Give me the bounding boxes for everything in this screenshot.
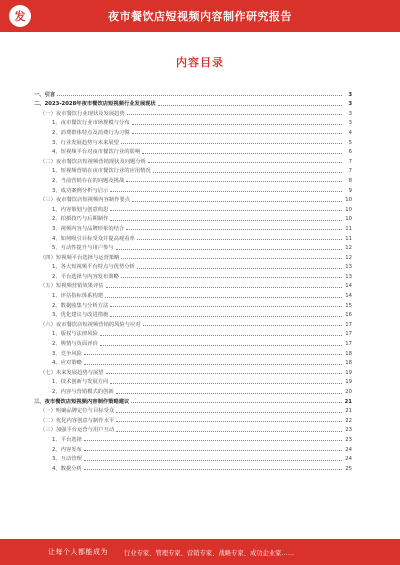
toc-entry[interactable] (34, 328, 352, 338)
toc-entry-label: 1、夜市餐饮行业市场规模与分布 (52, 120, 130, 127)
toc-entry-page: 21 (345, 408, 352, 415)
toc-leader-dots (137, 239, 342, 240)
toc-heading: 内容目录 (176, 56, 224, 69)
toc-entry-page: 16 (345, 312, 352, 319)
toc-leader-dots (106, 287, 342, 288)
toc-entry-page: 23 (345, 427, 352, 434)
toc-entry-label: 4、短视频平台对夜市餐饮行业的影响 (52, 149, 141, 156)
toc-leader-dots (105, 297, 342, 298)
toc-entry[interactable] (34, 165, 352, 175)
toc-entry-page: 23 (345, 436, 352, 443)
toc-entry-page: 24 (345, 446, 352, 453)
toc-entry[interactable] (34, 347, 352, 357)
toc-leader-dots (158, 105, 342, 106)
toc-entry-label: 3、行业发展趋势与未来展望 (52, 139, 119, 146)
toc-entry-page: 7 (348, 168, 352, 175)
toc-entry-label: 三、夜市餐饮店短视频内容制作策略建议 (34, 398, 130, 405)
toc-entry[interactable] (34, 385, 352, 395)
toc-leader-dots (132, 124, 342, 125)
toc-entry-label: （一）夜市餐饮行业现状及发展趋势 (40, 110, 125, 117)
toc-entry[interactable] (34, 107, 352, 117)
toc-leader-dots (110, 220, 342, 221)
toc-entry[interactable] (34, 405, 352, 415)
toc-entry-page: 12 (345, 254, 352, 261)
toc-entry-label: 1、各大短视频平台特点与优势分析 (52, 264, 135, 271)
toc-entry[interactable] (34, 453, 352, 463)
toc-entry-page: 17 (345, 331, 352, 338)
toc-entry-page: 19 (345, 369, 352, 376)
toc-entry-label: 5、互动性提升与用户参与 (52, 245, 114, 252)
toc-entry-label: 一、引言 (34, 91, 56, 98)
report-title: 夜市餐饮店短视频内容制作研究报告 (108, 10, 292, 23)
toc-leader-dots (121, 143, 342, 144)
toc-entry[interactable] (34, 270, 352, 280)
toc-entry-page: 5 (348, 139, 352, 146)
toc-entry[interactable] (34, 395, 352, 405)
toc-entry-label: 1、平台选择 (52, 436, 82, 443)
toc-entry-page: 24 (345, 456, 352, 463)
toc-leader-dots (116, 421, 342, 422)
toc-entry[interactable] (34, 280, 352, 290)
toc-entry[interactable] (34, 443, 352, 453)
toc-leader-dots (84, 440, 342, 441)
toc-leader-dots (142, 153, 342, 154)
toc-entry-label: 1、技术创新与发展方向 (52, 379, 109, 386)
toc-entry-page: 19 (345, 379, 352, 386)
toc-entry[interactable] (34, 213, 352, 223)
toc-entry-page: 21 (344, 398, 352, 405)
toc-entry-page: 17 (345, 321, 352, 328)
toc-entry-label: （一）明确品牌定位与目标受众 (40, 408, 115, 415)
toc-entry[interactable] (34, 232, 352, 242)
toc-entry[interactable] (34, 146, 352, 156)
toc-entry[interactable] (34, 318, 352, 328)
toc-entry-label: 4、数据分析 (52, 465, 82, 472)
page-header (0, 0, 400, 32)
toc-entry-label: 2、舆情与负面评价 (52, 341, 98, 348)
toc-leader-dots (57, 95, 342, 96)
toc-leader-dots (110, 210, 342, 211)
toc-entry[interactable] (34, 376, 352, 386)
toc-entry-page: 14 (345, 293, 352, 300)
toc-entry-label: 2、内容发布 (52, 446, 82, 453)
toc-entry-page: 11 (345, 235, 352, 242)
toc-entry[interactable] (34, 337, 352, 347)
toc-entry[interactable] (34, 155, 352, 165)
toc-entry-label: 2、平台选择与内容发布策略 (52, 273, 119, 280)
toc-entry-label: 3、优化建议与改进措施 (52, 312, 109, 319)
toc-entry[interactable] (34, 203, 352, 213)
toc-entry-label: 1、内容策划与创意构思 (52, 206, 109, 213)
toc-entry-page: 25 (345, 465, 352, 472)
toc-entry[interactable] (34, 242, 352, 252)
toc-entry-page: 18 (345, 360, 352, 367)
toc-leader-dots (84, 354, 342, 355)
toc-entry-page: 14 (345, 283, 352, 290)
toc-entry-page: 18 (345, 350, 352, 357)
toc-leader-dots (116, 431, 342, 432)
toc-entry-label: 3、互动管理 (52, 456, 82, 463)
toc-entry[interactable] (34, 289, 352, 299)
toc-entry[interactable] (34, 299, 352, 309)
toc-entry-page: 22 (345, 417, 352, 424)
toc-entry-page: 20 (345, 389, 352, 395)
toc-leader-dots (84, 469, 342, 470)
table-of-contents (34, 88, 352, 472)
toc-leader-dots (100, 335, 342, 336)
toc-leader-dots (110, 383, 342, 384)
toc-entry-label: （四）短视频平台选择与运营策略 (40, 254, 120, 261)
toc-leader-dots (110, 306, 342, 307)
toc-entry[interactable] (34, 194, 352, 204)
toc-entry-label: 4、应对策略 (52, 360, 82, 367)
toc-entry-label: 4、如何吸引目标受众并提高观看率 (52, 235, 135, 242)
toc-leader-dots (116, 393, 342, 394)
toc-entry-page: 15 (345, 302, 352, 309)
toc-entry-label: 2、当前营销存在的问题及挑战 (52, 177, 125, 184)
toc-entry[interactable] (34, 136, 352, 146)
toc-entry-label: 2、内容与营销模式的创新 (52, 389, 114, 395)
toc-entry-label: 2、数据收集与分析方法 (52, 302, 109, 309)
toc-entry[interactable] (34, 309, 352, 319)
toc-leader-dots (116, 249, 342, 250)
toc-entry[interactable] (34, 424, 352, 434)
footer-tagline: 行业专家、管理专家、营销专家、战略专家、成功企业家…… (124, 549, 295, 557)
toc-leader-dots (132, 133, 342, 134)
toc-leader-dots (148, 162, 342, 163)
toc-leader-dots (110, 191, 342, 192)
toc-entry[interactable] (34, 433, 352, 443)
toc-entry[interactable] (34, 184, 352, 194)
toc-entry-label: （五）短视频营销效果评估 (40, 283, 104, 290)
toc-entry-page: 3 (348, 110, 352, 117)
toc-entry-label: （六）夜市餐饮店短视频营销的风险与应对 (40, 321, 141, 328)
toc-leader-dots (84, 460, 342, 461)
toc-entry-page: 3 (348, 91, 352, 98)
toc-leader-dots (106, 373, 342, 374)
logo-icon: 发 (9, 5, 31, 27)
toc-entry[interactable] (34, 414, 352, 424)
toc-entry-page: 13 (345, 264, 352, 271)
toc-entry-label: （二）优化内容创意与制作水平 (40, 417, 115, 424)
page-footer (0, 539, 400, 565)
footer-slogan: 让每个人都能成为 (48, 548, 108, 556)
toc-entry-label: （三）加强平台运营与用户互动 (40, 427, 115, 434)
toc-entry-label: 2、消费群体特点及消费行为习惯 (52, 129, 130, 136)
toc-entry[interactable] (34, 126, 352, 136)
toc-leader-dots (127, 114, 342, 115)
toc-entry-page: 12 (345, 245, 352, 252)
toc-entry-label: （七）未来发展趋势与展望 (40, 369, 104, 376)
toc-leader-dots (110, 316, 342, 317)
toc-leader-dots (121, 258, 342, 259)
toc-entry-page: 10 (345, 197, 352, 204)
toc-leader-dots (143, 325, 342, 326)
toc-entry[interactable] (34, 117, 352, 127)
toc-entry-label: 1、评估指标体系构建 (52, 293, 104, 300)
toc-entry-page: 11 (345, 225, 352, 232)
toc-entry-label: （三）夜市餐饮店短视频内容制作要点 (40, 197, 131, 204)
toc-entry[interactable] (34, 88, 352, 98)
toc-leader-dots (116, 412, 342, 413)
toc-entry-page: 10 (345, 206, 352, 213)
toc-entry-label: 3、视频内容与品牌形象的结合 (52, 225, 125, 232)
toc-entry-page: 13 (345, 273, 352, 280)
toc-entry[interactable] (34, 261, 352, 271)
toc-entry-page: 8 (348, 177, 352, 184)
toc-leader-dots (84, 364, 342, 365)
toc-entry-page: 7 (348, 158, 352, 165)
toc-entry-label: 1、短视频营销在夜市餐饮行业的应用情况 (52, 168, 151, 175)
toc-leader-dots (100, 345, 342, 346)
toc-entry-page: 3 (348, 120, 352, 127)
toc-leader-dots (137, 268, 342, 269)
toc-entry-page: 4 (348, 129, 352, 136)
toc-entry-page: 9 (348, 187, 352, 194)
toc-entry[interactable] (34, 462, 352, 472)
toc-entry-label: 二、2023-2028年夜市餐饮店短视频行业发展现状 (34, 101, 156, 108)
toc-entry-page: 10 (345, 216, 352, 223)
toc-leader-dots (132, 201, 342, 202)
toc-leader-dots (84, 450, 342, 451)
toc-leader-dots (153, 172, 342, 173)
toc-entry-label: 3、成功案例分析与启示 (52, 187, 109, 194)
toc-leader-dots (126, 181, 342, 182)
toc-leader-dots (121, 277, 342, 278)
toc-entry[interactable] (34, 251, 352, 261)
toc-entry-page: 6 (348, 149, 352, 156)
toc-entry-label: （二）夜市餐饮店短视频营销现状及问题分析 (40, 158, 146, 165)
toc-entry-page: 17 (345, 341, 352, 348)
toc-entry-label: 1、版权与法律风险 (52, 331, 98, 338)
toc-entry[interactable] (34, 98, 352, 108)
toc-entry[interactable] (34, 366, 352, 376)
toc-leader-dots (126, 229, 342, 230)
toc-entry[interactable] (34, 174, 352, 184)
toc-entry-page: 3 (348, 101, 352, 108)
toc-entry-label: 2、拍摄技巧与后期制作 (52, 216, 109, 223)
toc-entry[interactable] (34, 357, 352, 367)
toc-entry[interactable] (34, 222, 352, 232)
toc-leader-dots (131, 402, 342, 403)
toc-entry-label: 3、竞争风险 (52, 350, 82, 357)
